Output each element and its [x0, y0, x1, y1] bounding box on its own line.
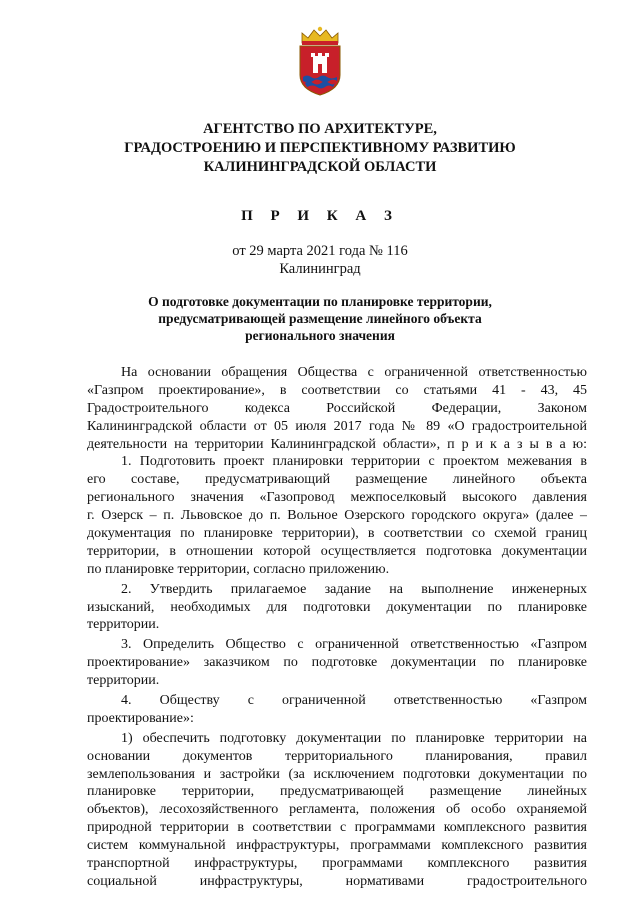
agency-line: КАЛИНИНГРАДСКОЙ ОБЛАСТИ — [203, 159, 437, 175]
order-title: П Р И К А З — [241, 208, 399, 224]
kaliningrad-coat-of-arms-icon — [296, 25, 344, 97]
order-subject — [100, 293, 540, 344]
body-line: территории. — [87, 617, 160, 633]
body-line: 3. Определить Общество с ограниченной ответственностью «Газпром — [121, 637, 587, 653]
body-line: территории. — [87, 673, 160, 689]
body-line: г. Озерск – п. Львовское до п. Вольное Озерского городского округа» (далее – — [87, 508, 587, 524]
body-line: планировке территории, предусматривающей размещение линейных — [87, 784, 587, 800]
agency-line: ГРАДОСТРОЕНИЮ И ПЕРСПЕКТИВНОМУ РАЗВИТИЮ — [124, 140, 516, 156]
body-line: землепользования и застройки (за исключением подготовки документации по — [87, 766, 587, 782]
subject-line: регионального значения — [245, 328, 395, 343]
body-line: объектов), лесохозяйственного регламента, положения об особо охраняемой — [87, 802, 587, 818]
subject-line: предусматривающей размещение линейного объекта — [158, 311, 482, 326]
order-city: Калининград — [279, 261, 361, 277]
body-line: территории, в отношении которой осуществляется подготовка документации — [87, 543, 587, 559]
body-line: его составе, предусматривающий размещение линейного объекта — [87, 472, 587, 488]
body-line: 2. Утвердить прилагаемое задание на выполнение инженерных — [121, 581, 587, 597]
body-line: проектирование» заказчиком по подготовке документации по планировке — [87, 655, 587, 671]
document-body — [87, 364, 587, 891]
agency-line: АГЕНТСТВО ПО АРХИТЕКТУРЕ, — [203, 121, 437, 137]
body-line: деятельности на территории Калининградской области», п р и к а з ы в а ю: — [87, 436, 587, 452]
body-line: основании документов территориального планирования, правил — [87, 748, 587, 764]
body-line: Градостроительного кодекса Российской Федерации, Законом — [87, 400, 587, 416]
body-line: 1) обеспечить подготовку документации по планировке территории на — [121, 730, 587, 746]
body-line: социальной инфраструктуры, нормативами градостроительного — [87, 873, 587, 889]
subject-line: О подготовке документации по планировке территории, — [148, 294, 492, 309]
body-line: проектирование»: — [87, 710, 194, 726]
order-date-block — [0, 242, 640, 278]
body-line: документация по планировке территории), в соответствии со схемой границ — [87, 526, 587, 542]
body-line: систем коммунальной инфраструктуры, программами комплексного развития — [87, 838, 587, 854]
body-line: 4. Обществу с ограниченной ответственностью «Газпром — [121, 693, 587, 709]
body-line: «Газпром проектирование», в соответствии со статьями 41 - 43, 45 — [87, 382, 587, 398]
body-line: изысканий, необходимых для подготовки документации по планировке — [87, 599, 587, 615]
order-date: от 29 марта 2021 года № 116 — [232, 243, 408, 259]
body-line: природной территории в соответствии с программами комплексного развития — [87, 820, 587, 836]
body-line: 1. Подготовить проект планировки территории с проектом межевания в — [121, 454, 587, 470]
body-line: Калининградской области от 05 июля 2017 года № 89 «О градостроительной — [87, 418, 587, 434]
body-line: по планировке территории, согласно приложению. — [87, 561, 390, 577]
agency-name — [60, 120, 580, 177]
body-line: На основании обращения Общества с ограниченной ответственностью — [121, 365, 587, 380]
body-line: транспортной инфраструктуры, программами комплексного развития — [87, 856, 587, 872]
body-line: регионального значения «Газопровод межпоселковый высокого давления — [87, 490, 587, 506]
